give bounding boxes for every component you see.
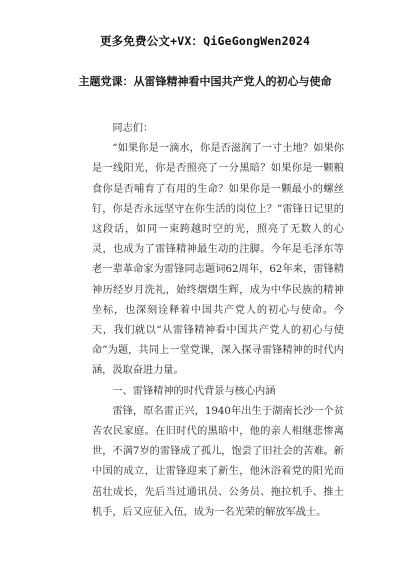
page-title: 主题党课：从雷锋精神看中国共产党人的初心与使命 (78, 75, 332, 88)
section-heading: 一、雷锋精神的时代背景与核心内涵 (112, 385, 276, 397)
body-paragraph: “如果你是一滴水，你是否滋润了一寸土地？如果你是一线阳光，你是否照亮了一分黑暗？如果你是一颗粮食你是否哺育了有用的生命？如果你是一颗最小的螺丝钉，你是否永远坚守在你生活的岗位上？”雷锋日记里的这段话，如同一束跨越时空的光，照亮了无数人的心灵，也成为了雷锋精神最生动的注脚。今年是毛泽东等老一辈革命家为雷锋同志题词62周年，62年来，雷锋精神历经岁月洗礼，始终熠熠生辉，成为中华民族的精神坐标，也深刻诠释着中国共产党人的初心与使命。今天，我们就以“从雷锋精神看中国共产党人的初心与使命”为题，共同上一堂党课，深入探寻雷锋精神的时代内涵，汲取奋进力量。 (92, 143, 344, 377)
body-paragraph: 雷锋，原名雷正兴，1940年出生于湖南长沙一个贫苦农民家庭。在旧时代的黑暗中，他的亲人相继悲惨离世，不满7岁的雷锋成了孤儿，饱尝了旧社会的苦难。新中国的成立，让雷锋迎来了新生，他沐浴着党的阳光而茁壮成长，先后当过通讯员、公务员、拖拉机手、推土机手，后又应征入伍，成为一名光荣的解放军战士。 (92, 405, 344, 518)
greeting-line: 同志们： (112, 123, 154, 134)
document-body (92, 119, 344, 523)
watermark-header: 更多免费公文+VX：QiGeGongWen2024 (99, 34, 311, 48)
